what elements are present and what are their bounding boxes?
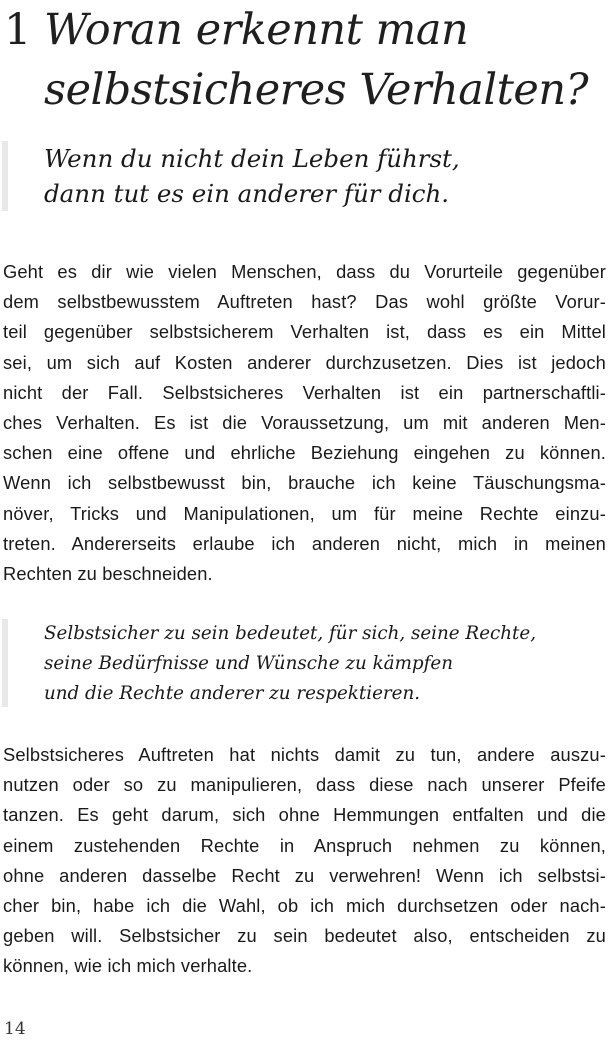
text-line: cher bin, habe ich die Wahl, ob ich mich durchsetzen oder nach- (3, 895, 606, 917)
motto-quote (2, 141, 602, 211)
text-line: ches Verhalten. Es ist die Voraussetzung, um mit anderen Men- (3, 412, 606, 434)
chapter-title-line: selbstsicheres Verhalten? (44, 65, 589, 115)
chapter-heading (4, 0, 604, 120)
text-line: ohne anderen dasselbe Recht zu verwehren! Wenn ich selbstsi- (3, 864, 606, 886)
text-line: sei, um sich auf Kosten anderer durchzusetzen. Dies ist jedoch (3, 351, 606, 373)
text-line: növer, Tricks und Manipulationen, um für meine Rechte einzu- (3, 502, 606, 524)
quote-line: seine Bedürfnisse und Wünsche zu kämpfen (44, 653, 453, 674)
quote-bar (2, 619, 8, 707)
text-line: Geht es dir wie vielen Menschen, dass du Vorurteile gegenüber (3, 261, 606, 282)
chapter-number: 1 (4, 5, 31, 55)
page-number: 14 (4, 1019, 26, 1039)
text-line: geben will. Selbstsicher zu sein bedeutet also, entscheiden zu (3, 925, 606, 947)
text-line: können, wie ich mich verhalte. (3, 955, 253, 977)
text-line: einem zustehenden Rechte in Anspruch nehmen zu können, (3, 834, 606, 856)
text-line: nicht der Fall. Selbstsicheres Verhalten ist ein partnerschaftli- (3, 381, 606, 403)
text-line: Wenn ich selbstbewusst bin, brauche ich keine Täuschungsma- (3, 472, 606, 494)
quote-line: und die Rechte anderer zu respektieren. (44, 683, 421, 704)
body-paragraph (3, 740, 606, 982)
quote-line: Selbstsicher zu sein bedeutet, für sich, seine Rechte, (44, 623, 537, 644)
chapter-title-line: Woran erkennt man (44, 5, 469, 55)
pull-quote (2, 619, 602, 707)
text-line: Selbstsicheres Auftreten hat nichts damit zu tun, andere auszu- (3, 744, 606, 765)
body-paragraph (3, 257, 606, 589)
text-line: schen eine offene und ehrliche Beziehung eingehen zu können. (3, 442, 606, 464)
quote-line: dann tut es ein anderer für dich. (44, 179, 450, 208)
text-line: Rechten zu beschneiden. (3, 563, 213, 585)
text-line: tanzen. Es geht darum, sich ohne Hemmungen entfalten und die (3, 804, 606, 826)
text-line: nutzen oder so zu manipulieren, dass diese nach unserer Pfeife (3, 774, 606, 796)
quote-line: Wenn du nicht dein Leben führst, (44, 144, 460, 173)
text-line: dem selbstbewusstem Auftreten hast? Das wohl größte Vorur- (3, 291, 606, 313)
text-line: teil gegenüber selbstsicherem Verhalten ist, dass es ein Mittel (3, 321, 606, 343)
quote-bar (2, 141, 8, 211)
text-line: treten. Andererseits erlaube ich anderen nicht, mich in meinen (3, 532, 606, 554)
